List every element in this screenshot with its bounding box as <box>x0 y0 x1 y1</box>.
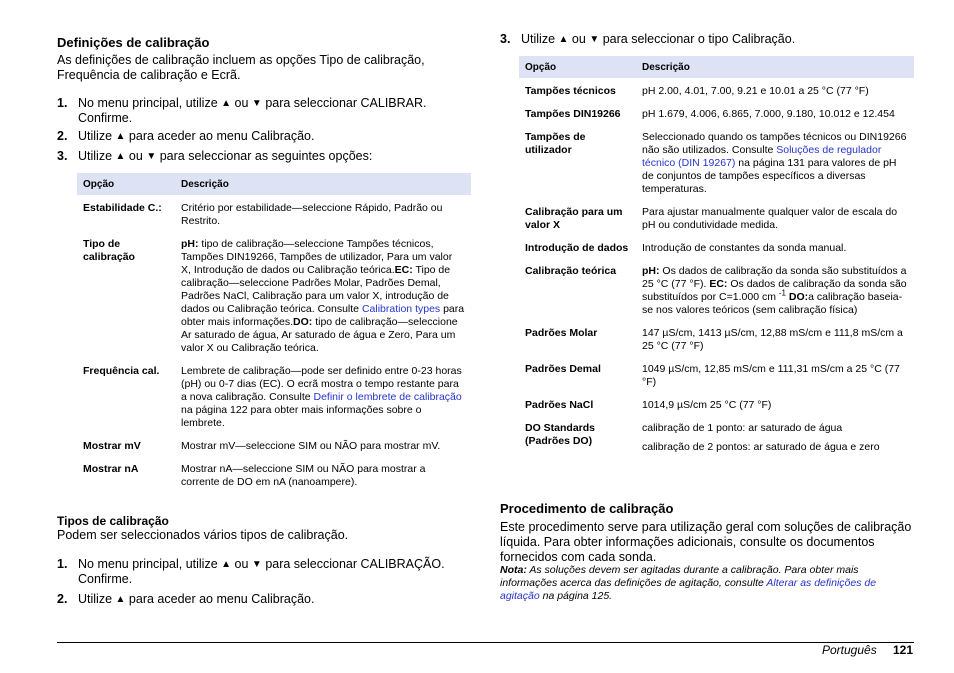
label-do: DO: <box>786 291 809 303</box>
heading-calibration-procedure: Procedimento de calibração <box>500 501 674 516</box>
label-ph: pH: <box>642 265 660 277</box>
heading-calibration-types: Tipos de calibração <box>57 514 169 528</box>
link-calibration-types[interactable]: Calibration types <box>361 303 441 315</box>
footer-language: Português <box>822 643 877 657</box>
link-technical-buffer-solutions[interactable]: Soluções de regulador técnico (DIN 19267) <box>642 144 882 169</box>
text: Seleccionado quando os tampões técnicos ou DIN19266 não são utilizados. Consulte <box>642 131 907 156</box>
option-name: DO Standards (Padrões DO) <box>525 422 596 447</box>
table-row <box>77 238 471 365</box>
option-description: pH 1.679, 4.006, 6.865, 7.000, 9.180, 10.012 e 12.454 <box>642 108 895 120</box>
link-stirring-settings[interactable]: Alterar as definições de agitação <box>500 577 877 602</box>
intro-calibration-procedure: Este procedimento serve para utilização geral com soluções de calibração líquida. Para obter informações adicionais, consulte os documentos fornecidos com cada sonda. <box>500 520 912 564</box>
option-name: Tipo de calibração <box>83 238 135 263</box>
step-number: 1. <box>57 96 68 110</box>
option-description: 1049 µS/cm, 12,85 mS/cm e 111,31 mS/cm a 25 °C (77 °F) <box>642 363 900 388</box>
step-number: 3. <box>500 32 511 46</box>
option-name: Estabilidade C.: <box>83 202 162 214</box>
option-description: Mostrar mV—seleccione SIM ou NÃO para mostrar mV. <box>181 440 441 452</box>
text: calibração de 1 ponto: ar saturado de água <box>642 422 843 434</box>
column-header-option: Opção <box>519 56 636 78</box>
step-text: para seleccionar as seguintes opções: <box>159 149 373 163</box>
note-label: Nota: <box>500 564 527 576</box>
table-row <box>519 242 914 265</box>
table-row <box>77 440 471 463</box>
down-arrow-icon: ▼ <box>146 151 157 162</box>
up-arrow-icon: ▲ <box>115 594 126 605</box>
step-text: para aceder ao menu Calibração. <box>128 129 315 143</box>
text: Tipo de calibração—seleccione Padrões Molar, Padrões Demal, Padrões NaCl, Calibração para um valor X, introdução de dados ou Calibração teórica. Consulte <box>181 264 451 315</box>
option-name: Frequência cal. <box>83 365 160 377</box>
down-arrow-icon: ▼ <box>251 98 262 109</box>
option-name: Tampões DIN19266 <box>525 108 621 120</box>
option-description: Critério por estabilidade—seleccione Rápido, Padrão ou Restrito. <box>181 202 443 227</box>
option-description: pH 2.00, 4.01, 7.00, 9.21 e 10.01 a 25 °C (77 °F) <box>642 85 869 97</box>
option-name: Mostrar mV <box>83 440 141 452</box>
step-number: 3. <box>57 149 68 163</box>
label-do: DO: <box>293 316 313 328</box>
up-arrow-icon: ▲ <box>221 98 232 109</box>
step-text: Utilize <box>78 129 113 143</box>
up-arrow-icon: ▲ <box>558 34 569 45</box>
text: Os dados de calibração da sonda são substituídos por C=1.000 cm <box>642 278 907 303</box>
table-row <box>77 365 471 440</box>
table-header <box>519 56 914 78</box>
table-row <box>519 206 914 242</box>
link-calibration-reminder[interactable]: Definir o lembrete de calibração <box>313 391 462 403</box>
option-name: Calibração para um valor X <box>525 206 623 231</box>
option-description <box>636 422 914 464</box>
table-row <box>519 265 914 327</box>
heading-calibration-settings: Definições de calibração <box>57 35 210 50</box>
text: Lembrete de calibração—pode ser definido entre 0-23 horas (pH) ou 0-7 dias (EC). O ecrã mostra o tempo restante para a nova calibração. Consulte <box>181 365 462 403</box>
step-text: ou <box>234 96 249 110</box>
up-arrow-icon: ▲ <box>221 559 232 570</box>
step-text: Utilize <box>78 149 113 163</box>
option-name: Mostrar nA <box>83 463 139 475</box>
option-description: 147 µS/cm, 1413 µS/cm, 12,88 mS/cm e 111,8 mS/cm a 25 °C (77 °F) <box>642 327 903 352</box>
step-text: ou <box>128 149 143 163</box>
table-row <box>519 131 914 206</box>
step-text: Utilize <box>521 32 556 46</box>
text: na página 122 para obter mais informações sobre o lembrete. <box>181 404 422 429</box>
note <box>500 564 914 603</box>
option-description: 1014,9 µS/cm 25 °C (77 °F) <box>642 399 772 411</box>
step-text: para seleccionar o tipo Calibração. <box>602 32 796 46</box>
text: na página 131 para valores de pH de conjuntos de tampões específicos a diversas temperaturas. <box>642 157 897 195</box>
step-text: para seleccionar CALIBRAÇÃO. Confirme. <box>78 557 445 586</box>
option-description <box>636 131 914 206</box>
option-description: Para ajustar manualmente qualquer valor de escala do pH ou condutividade medida. <box>642 206 898 231</box>
option-name: Padrões Demal <box>525 363 601 375</box>
text: para obter mais informações. <box>181 303 465 328</box>
option-name: Tampões técnicos <box>525 85 616 97</box>
option-description <box>175 365 471 440</box>
text: tipo de calibração—seleccione Ar saturado de água, Ar saturado de água e Zero, Para um valor X ou Calibração teórica. <box>181 316 458 354</box>
column-header-option: Opção <box>77 173 175 195</box>
label-ec: EC: <box>394 264 413 276</box>
calibration-types-table <box>519 56 914 464</box>
text: tipo de calibração—seleccione Tampões técnicos, Tampões DIN19266, Tampões de utilizador, Para um valor X, Introdução de dados ou Calibração teórica. <box>181 238 453 276</box>
up-arrow-icon: ▲ <box>115 131 126 142</box>
down-arrow-icon: ▼ <box>589 34 600 45</box>
down-arrow-icon: ▼ <box>251 559 262 570</box>
step-text: ou <box>571 32 586 46</box>
up-arrow-icon: ▲ <box>115 151 126 162</box>
text: calibração de 2 pontos: ar saturado de água e zero <box>642 441 880 453</box>
option-description <box>636 265 914 327</box>
note-text: As soluções devem ser agitadas durante a calibração. Para obter mais informações acerca das definições de agitação, consulte <box>500 564 859 589</box>
column-header-description: Descrição <box>636 56 914 78</box>
option-name: Padrões NaCl <box>525 399 594 411</box>
option-name: Tampões de utilizador <box>525 131 586 156</box>
page-number: 121 <box>893 643 914 657</box>
note-text: na página 125. <box>539 590 613 602</box>
text: a calibração baseia-se nos valores teóricos (sem calibração física) <box>642 291 903 316</box>
table-row <box>519 78 914 108</box>
step-text: No menu principal, utilize <box>78 557 218 571</box>
option-description <box>175 238 471 365</box>
step-number: 2. <box>57 129 68 143</box>
table-row <box>519 422 914 464</box>
label-ec: EC: <box>709 278 728 290</box>
table-header <box>77 173 471 195</box>
footer-divider <box>57 642 914 643</box>
step-text: para seleccionar CALIBRAR. Confirme. <box>78 96 427 125</box>
step-number: 1. <box>57 557 68 571</box>
text: Os dados de calibração da sonda são substituídos a 25 °C (77 °F). <box>642 265 907 290</box>
step-text: Utilize <box>78 592 113 606</box>
table-row <box>77 195 471 238</box>
intro-calibration-settings: As definições de calibração incluem as opções Tipo de calibração, Frequência de calibração e Ecrã. <box>57 53 425 82</box>
option-description: Introdução de constantes da sonda manual. <box>642 242 847 254</box>
table-row <box>519 363 914 399</box>
step-text: para aceder ao menu Calibração. <box>128 592 315 606</box>
step-number: 2. <box>57 592 68 606</box>
step-text: No menu principal, utilize <box>78 96 218 110</box>
table-row <box>519 108 914 131</box>
option-name: Padrões Molar <box>525 327 598 339</box>
label-ph: pH: <box>181 238 199 250</box>
table-row <box>519 399 914 422</box>
intro-calibration-types: Podem ser seleccionados vários tipos de calibração. <box>57 528 349 542</box>
step-text: ou <box>234 557 249 571</box>
table-row <box>519 327 914 363</box>
calibration-options-table <box>77 173 471 499</box>
superscript: -1 <box>778 288 786 298</box>
column-header-description: Descrição <box>175 173 471 195</box>
option-description: Mostrar nA—seleccione SIM ou NÃO para mostrar a corrente de DO em nA (nanoampere). <box>181 463 426 488</box>
option-name: Calibração teórica <box>525 265 617 277</box>
table-row <box>77 463 471 499</box>
option-name: Introdução de dados <box>525 242 629 254</box>
